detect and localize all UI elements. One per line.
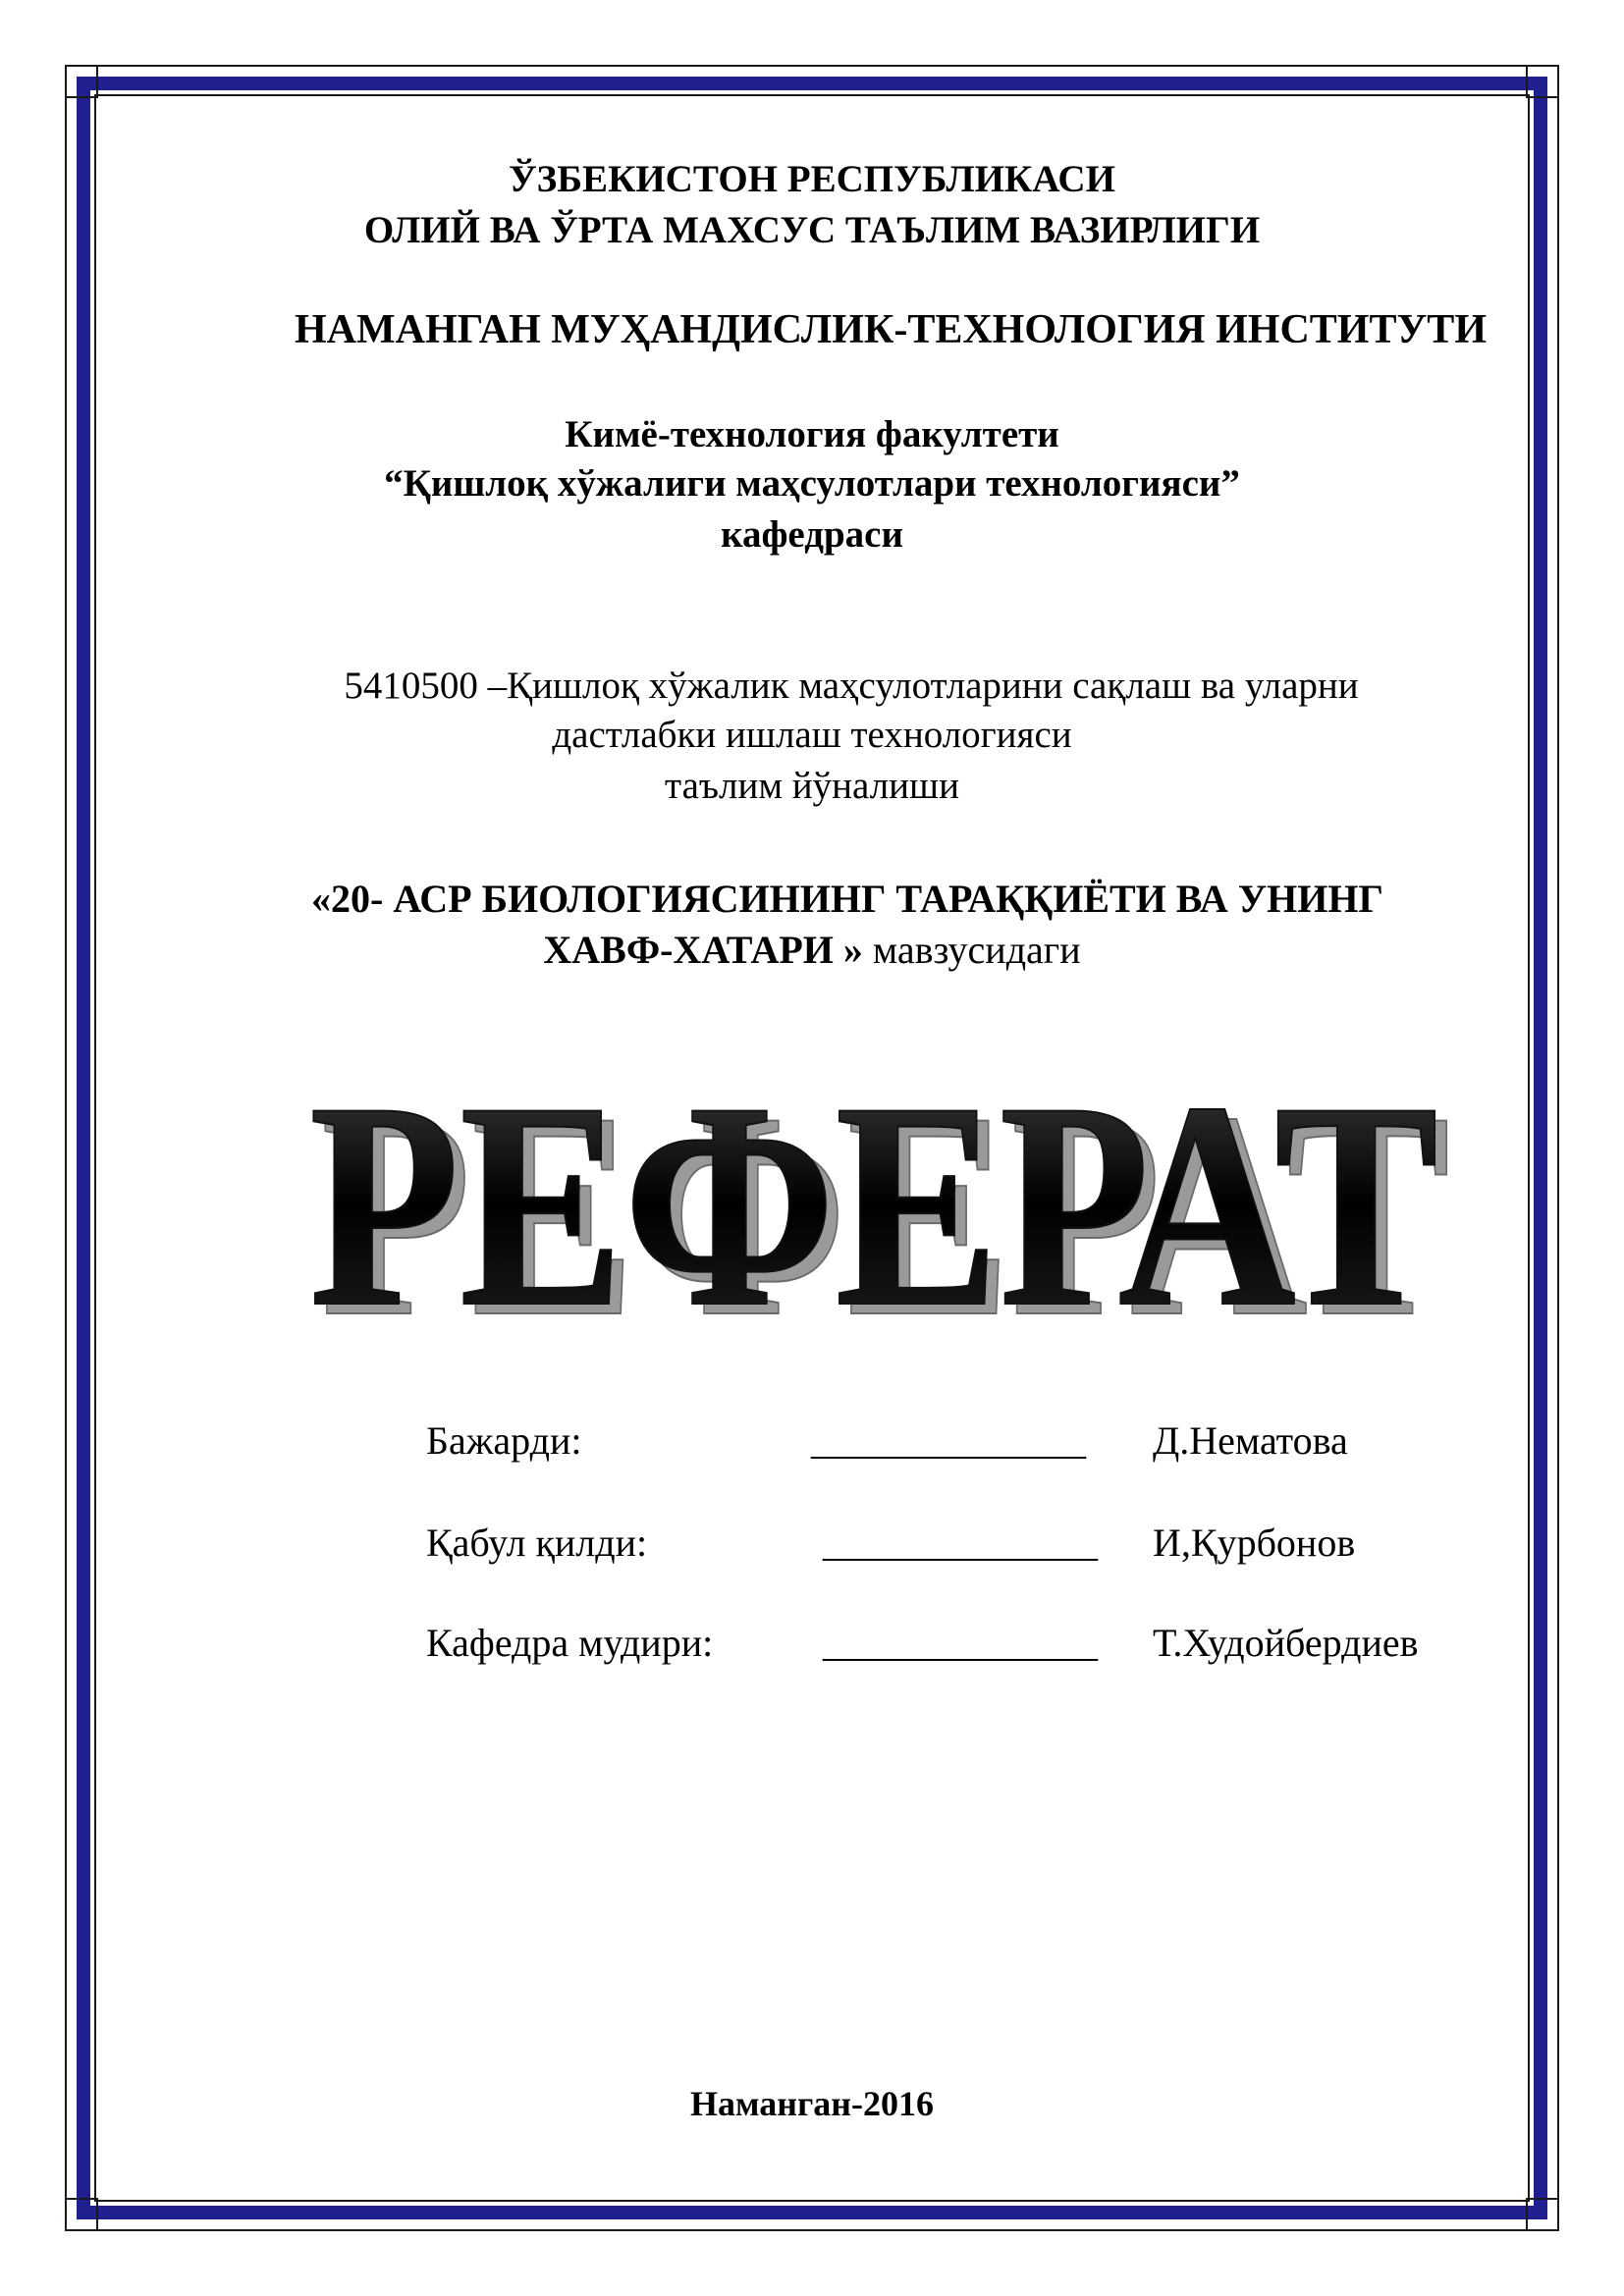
signature-line: ______________ (811, 1418, 1086, 1463)
topic-line-2-regular: мавзусидаги (862, 928, 1081, 972)
program-line-1: 5410500 –Қишлоқ хўжалик маҳсулотларини сақлаш ва уларни (344, 665, 1359, 707)
document-type-text: РЕФЕРАТ (309, 1050, 1438, 1345)
program-line-3: таълим йўналиши (665, 765, 959, 807)
republic-title: ЎЗБЕКИСТОН РЕСПУБЛИКАСИ (509, 158, 1115, 200)
chair-word: кафедраси (721, 513, 903, 556)
signature-name: Д.Нематова (1153, 1418, 1348, 1463)
document-type-shadow: РЕФЕРАТ (321, 1051, 1450, 1345)
faculty-name: Кимё-технология факултети (565, 413, 1059, 455)
signature-line: ______________ (823, 1521, 1098, 1565)
topic-line-2 (0, 927, 1624, 973)
signature-row-accepted (426, 1520, 1545, 1575)
footer-city-year: Наманган-2016 (689, 2084, 935, 2123)
program-line-2: дастлабки ишлаш технологияси (552, 714, 1072, 756)
frame-corner-top-right (1526, 65, 1559, 98)
frame-corner-bottom-left (65, 2198, 98, 2231)
topic-line-2-bold: ХАВФ-ХАТАРИ » (543, 928, 863, 972)
signature-label: Бажарди: (426, 1418, 582, 1463)
ministry-title: ОЛИЙ ВА ЎРТА МАХСУС ТАЪЛИМ ВАЗИРЛИГИ (363, 209, 1261, 251)
chair-name: “Қишлоқ хўжалиги маҳсулотлари технологияси” (384, 462, 1240, 505)
document-type-wordart (285, 1050, 1463, 1345)
topic-line-1: «20- АСР БИОЛОГИЯСИНИНГ ТАРАҚҚИЁТИ ВА УНИНГ (311, 877, 1383, 921)
frame-corner-bottom-right (1526, 2198, 1559, 2231)
signature-label: Кафедра мудири: (426, 1621, 714, 1665)
signature-name: Т.Худойбердиев (1153, 1621, 1419, 1665)
signature-row-head (426, 1620, 1545, 1675)
institute-title: НАМАНГАН МУҲАНДИСЛИК-ТЕХНОЛОГИЯ ИНСТИТУТИ (294, 307, 1487, 352)
frame-corner-top-left (65, 65, 98, 98)
signature-name: И,Қурбонов (1153, 1521, 1356, 1565)
signature-row-performed (426, 1417, 1545, 1472)
signature-label: Қабул қилди: (426, 1521, 648, 1565)
signature-line: ______________ (823, 1621, 1098, 1665)
